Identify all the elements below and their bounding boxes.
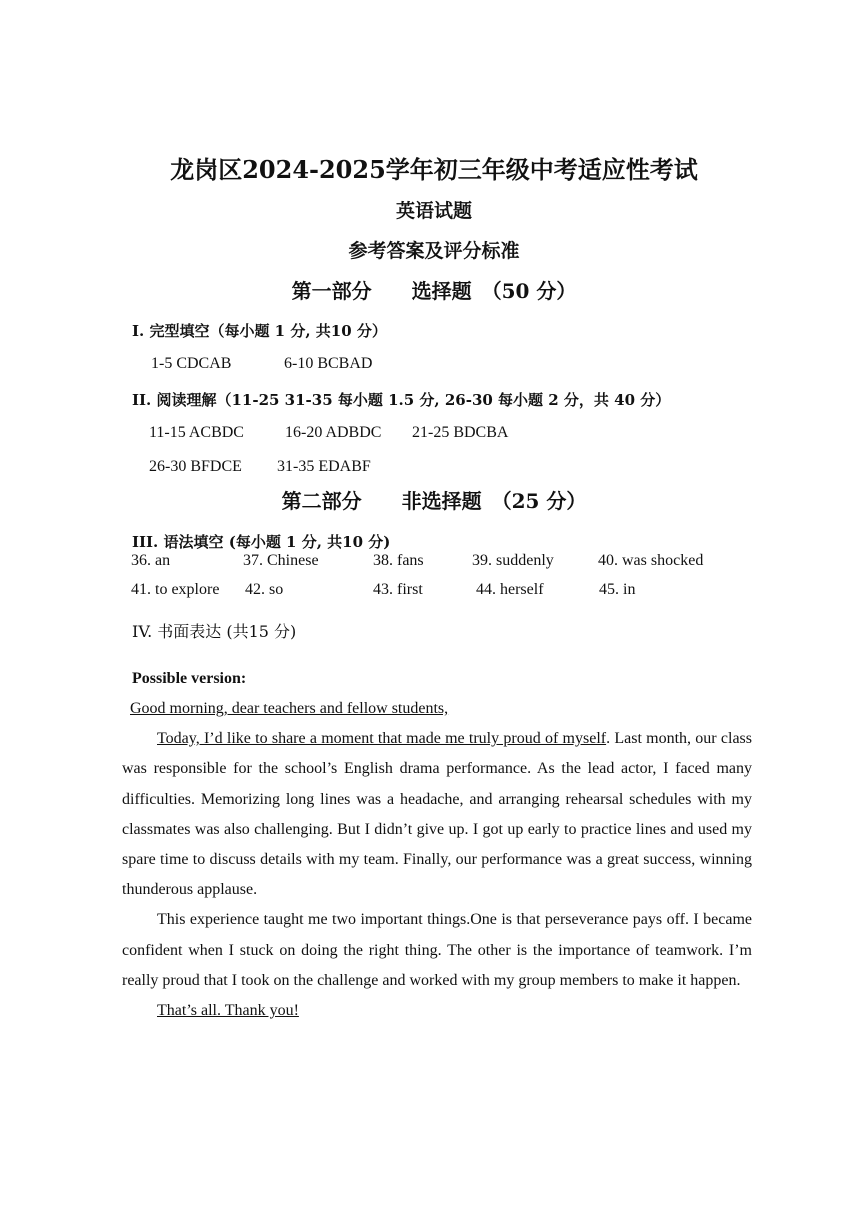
essay-paragraph-1-body: . Last month, our class was responsible for the school’s English drama performance. As the lead actor, I faced many difficulties. Memorizing long lines was a headache, and arranging rehearsal schedules with my classmates was also challenging. But I didn’t give up. I got up early to practice lines and used my spare time to discuss details with my team. Finally, our performance was a great success, winning thunderous applause. bbox=[122, 730, 752, 899]
essay-greeting: Good morning, dear teachers and fellow students, bbox=[130, 700, 449, 717]
section4-heading: IV. 书面表达 (共15 分) bbox=[132, 622, 297, 641]
answer-group: 26-30 BFDCE bbox=[149, 458, 242, 475]
answer-group: 6-10 BCBAD bbox=[284, 355, 373, 372]
essay-paragraph-1 bbox=[122, 724, 752, 905]
answer-group: 31-35 EDABF bbox=[277, 458, 371, 475]
answer-group: 16-20 ADBDC bbox=[285, 424, 382, 441]
grammar-answer: 37. Chinese bbox=[243, 552, 319, 569]
grammar-answer: 36. an bbox=[131, 552, 171, 569]
grammar-answer: 42. so bbox=[245, 581, 284, 598]
essay-paragraph-2: This experience taught me two important things.One is that perseverance pays off. I became confident when I stuck on doing the right thing. The other is the importance of teamwork. I’m really proud that I took on the challenge and worked with my group members to make it happen. bbox=[122, 911, 752, 989]
exam-title: 龙岗区2024-2025学年初三年级中考适应性考试 bbox=[170, 155, 698, 184]
grammar-answer: 38. fans bbox=[373, 552, 424, 569]
grammar-answer: 40. was shocked bbox=[598, 552, 704, 569]
answer-group: 1-5 CDCAB bbox=[151, 355, 232, 372]
possible-version-label: Possible version: bbox=[132, 670, 247, 687]
grammar-answer: 41. to explore bbox=[131, 581, 220, 598]
part2-heading: 第二部分 非选择题 （25 分） bbox=[281, 489, 587, 513]
grammar-answer: 45. in bbox=[599, 581, 636, 598]
answer-group: 11-15 ACBDC bbox=[149, 424, 244, 441]
grammar-answer: 43. first bbox=[373, 581, 423, 598]
grammar-answer: 39. suddenly bbox=[472, 552, 554, 569]
grammar-answer: 44. herself bbox=[476, 581, 544, 598]
section1-heading: I. 完型填空（每小题 1 分, 共10 分） bbox=[132, 322, 387, 340]
subject-title: 英语试题 bbox=[395, 200, 472, 222]
section2-heading: II. 阅读理解（11-25 31-35 每小题 1.5 分, 26-30 每小题 2 分，共 40 分） bbox=[132, 391, 671, 409]
part1-heading: 第一部分 选择题 （50 分） bbox=[291, 279, 577, 303]
model-essay bbox=[122, 694, 752, 1026]
essay-opening-sentence: Today, I’d like to share a moment that made me truly proud of myself bbox=[157, 730, 607, 748]
section3-heading: III. 语法填空 (每小题 1 分, 共10 分) bbox=[132, 533, 391, 551]
answer-group: 21-25 BDCBA bbox=[412, 424, 509, 441]
answer-key-title: 参考答案及评分标准 bbox=[348, 240, 520, 262]
essay-closing: That’s all. Thank you! bbox=[157, 1002, 299, 1020]
